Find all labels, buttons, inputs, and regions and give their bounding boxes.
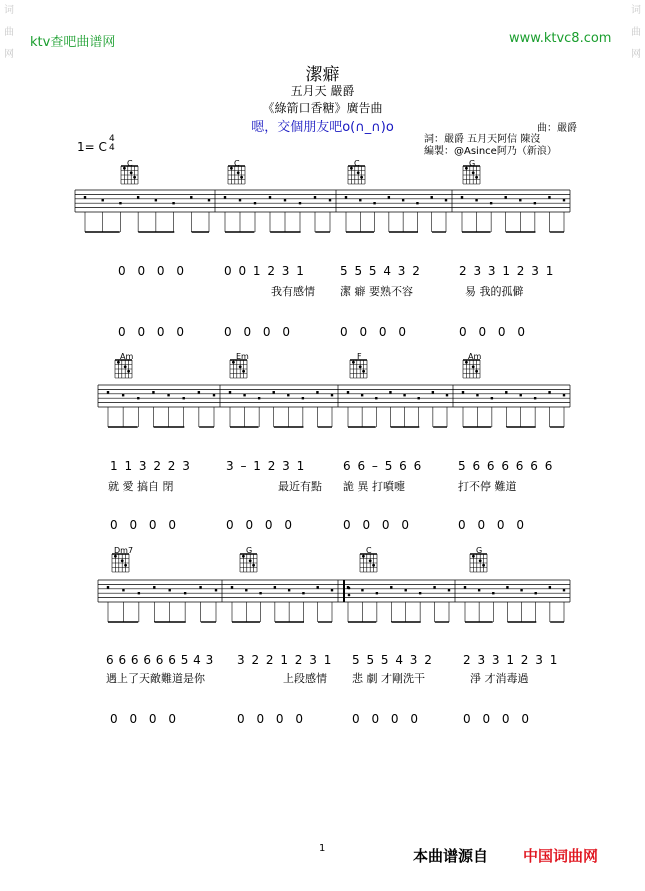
tab-note (299, 202, 301, 204)
bass-measure: 0 0 0 0 (459, 325, 525, 339)
lyric-measure: 易 我的孤僻 (465, 285, 524, 298)
diagram-dot (472, 365, 475, 368)
song-subtitle: 《綠箭口香糖》廣告曲 (262, 101, 383, 115)
tab-note (431, 196, 433, 198)
diagram-dot (475, 370, 478, 373)
tab-note (548, 391, 550, 393)
melody-measure: 3 2 2 1 2 3 1 (237, 653, 332, 667)
tab-note (215, 589, 217, 591)
bass-measure: 0 0 0 0 (118, 325, 184, 339)
arranger-credit: 編製：@Asince阿乃（新浪） (424, 146, 557, 157)
bass-measure: 0 0 0 0 (110, 712, 176, 726)
diagram-dot (465, 361, 468, 364)
bass-measure: 0 0 0 0 (237, 712, 303, 726)
tab-note (347, 391, 349, 393)
tab-note (231, 586, 233, 588)
diagram-dot (133, 176, 136, 179)
bass-measure: 0 0 0 0 (226, 518, 292, 532)
watermark-right: 词 曲 网 (631, 5, 641, 60)
chord-name: C (366, 546, 372, 555)
tab-note (563, 199, 565, 201)
tab-note (254, 202, 256, 204)
tab-note (490, 202, 492, 204)
tab-note (107, 391, 109, 393)
tab-note (169, 589, 171, 591)
diagram-dot (124, 564, 127, 567)
diagram-dot (482, 564, 485, 567)
tab-note (492, 592, 494, 594)
diagram-dot (249, 559, 252, 562)
tab-note (208, 199, 210, 201)
tab-note (475, 199, 477, 201)
tab-note (418, 397, 420, 399)
tab-note (462, 391, 464, 393)
tab-note (389, 391, 391, 393)
melody-measure: 2 3 3 1 2 3 1 (459, 264, 554, 278)
tab-note (224, 196, 226, 198)
tab-note (259, 592, 261, 594)
diagram-dot (369, 559, 372, 562)
tab-note (122, 394, 124, 396)
diagram-dot (357, 171, 360, 174)
tab-note (361, 589, 363, 591)
diagram-dot (475, 176, 478, 179)
melody-measure: 0 0 0 0 (118, 264, 184, 278)
key-signature: 1= C (77, 140, 107, 154)
lyric-measure: 上段感情 (283, 672, 327, 685)
tab-note (505, 196, 507, 198)
lyric-measure: 遇上了天敵難道是你 (106, 672, 205, 685)
repeat-dot (348, 587, 351, 590)
site-link-right[interactable]: www.ktvc8.com (509, 31, 612, 46)
tab-note (138, 592, 140, 594)
tab-note (102, 199, 104, 201)
chord-name: Am (468, 352, 482, 361)
tab-note (563, 589, 565, 591)
diagram-dot (362, 555, 365, 558)
chord-name: Am (120, 352, 134, 361)
tab-note (284, 199, 286, 201)
chord-name: G (476, 546, 483, 555)
bass-measure: 0 0 0 0 (343, 518, 409, 532)
lyric-measure: 詭 異 打噴嚏 (343, 480, 405, 493)
diagram-dot (242, 370, 245, 373)
tab-note (258, 397, 260, 399)
diagram-dot (242, 555, 245, 558)
tab-note (445, 199, 447, 201)
tab-note (243, 394, 245, 396)
repeat-dot (348, 594, 351, 597)
diagram-dot (123, 167, 126, 170)
tab-note (534, 397, 536, 399)
diagram-dot (352, 361, 355, 364)
tab-note (478, 589, 480, 591)
bass-measure: 0 0 0 0 (224, 325, 290, 339)
tab-note (390, 586, 392, 588)
chord-name: C (354, 159, 360, 168)
tab-note (119, 202, 121, 204)
diagram-dot (360, 176, 363, 179)
tab-note (535, 592, 537, 594)
tab-note (534, 202, 536, 204)
tab-note (199, 586, 201, 588)
chord-name: C (127, 159, 133, 168)
diagram-dot (350, 167, 353, 170)
chord-name: Dm7 (114, 546, 134, 555)
diagram-dot (472, 171, 475, 174)
page-number: 1 (319, 843, 326, 854)
diagram-dot (252, 564, 255, 567)
tab-note (520, 394, 522, 396)
bass-measure: 0 0 0 0 (352, 712, 418, 726)
tab-note (273, 391, 275, 393)
bass-measure: 0 0 0 0 (340, 325, 406, 339)
diagram-dot (359, 365, 362, 368)
diagram-dot (372, 564, 375, 567)
melody-measure: 3 – 1 2 3 1 (226, 459, 305, 473)
melody-measure: 5 5 5 4 3 2 (352, 653, 432, 667)
chord-name: G (469, 159, 476, 168)
diagram-dot (362, 370, 365, 373)
tab-note (446, 394, 448, 396)
tab-note (172, 202, 174, 204)
tab-note (375, 397, 377, 399)
song-tagline: 嗯，交個朋友吧o(∩_∩)o (251, 120, 394, 135)
tab-note (476, 394, 478, 396)
tab-note (331, 394, 333, 396)
tab-note (137, 397, 139, 399)
diagram-dot (114, 555, 117, 558)
melody-measure: 6 6 6 6 6 6 5 4 3 (106, 653, 214, 667)
tab-note (563, 394, 565, 396)
tab-note (433, 586, 435, 588)
tab-note (461, 196, 463, 198)
tab-note (388, 196, 390, 198)
site-link-left[interactable]: ktv查吧曲谱网 (30, 35, 116, 50)
bass-measure: 0 0 0 0 (463, 712, 529, 726)
tab-note (373, 202, 375, 204)
tab-note (184, 592, 186, 594)
tab-note (287, 394, 289, 396)
tab-note (345, 196, 347, 198)
song-artists: 五月天 嚴爵 (290, 84, 355, 98)
tab-note (329, 199, 331, 201)
chord-name: C (234, 159, 240, 168)
time-bottom: 4 (109, 143, 115, 153)
diagram-dot (240, 176, 243, 179)
tab-note (198, 391, 200, 393)
tab-note (403, 394, 405, 396)
tab-note (448, 589, 450, 591)
song-title: 潔癖 (305, 65, 340, 85)
tab-note (288, 589, 290, 591)
diagram-dot (237, 171, 240, 174)
time-top: 4 (109, 134, 115, 144)
tab-note (107, 586, 109, 588)
tab-note (274, 586, 276, 588)
lyric-measure: 最近有點 (278, 480, 322, 493)
diagram-dot (465, 167, 468, 170)
lyric-measure: 淨 才消毒過 (470, 672, 529, 685)
tab-note (376, 592, 378, 594)
tab-note (190, 196, 192, 198)
melody-measure: 2 3 3 1 2 3 1 (463, 653, 558, 667)
lyricist-credit: 詞：嚴爵 五月天阿信 陳沒 (424, 134, 541, 145)
tab-note (269, 196, 271, 198)
watermark-left: 词 曲 网 (4, 5, 14, 60)
tab-note (520, 589, 522, 591)
tab-note (416, 202, 418, 204)
tab-note (314, 196, 316, 198)
diagram-dot (130, 171, 133, 174)
tab-note (302, 397, 304, 399)
diagram-dot (232, 361, 235, 364)
tab-note (317, 586, 319, 588)
tab-note (84, 196, 86, 198)
melody-measure: 1 1 3 2 2 3 (110, 459, 190, 473)
bass-measure: 0 0 0 0 (458, 518, 524, 532)
diagram-dot (239, 365, 242, 368)
tab-note (464, 586, 466, 588)
tab-note (167, 394, 169, 396)
diagram-dot (479, 559, 482, 562)
diagram-dot (117, 361, 120, 364)
tab-note (359, 199, 361, 201)
tab-note (137, 196, 139, 198)
source-name[interactable]: 中国词曲网 (523, 847, 599, 865)
lyric-measure: 潔 癖 要熟不容 (340, 285, 413, 298)
tab-note (506, 586, 508, 588)
tab-note (402, 199, 404, 201)
tab-note (548, 196, 550, 198)
tab-note (302, 592, 304, 594)
tab-note (316, 391, 318, 393)
tab-note (491, 397, 493, 399)
melody-measure: 5 6 6 6 6 6 6 (458, 459, 553, 473)
tab-note (549, 586, 551, 588)
melody-measure: 0 0 1 2 3 1 (224, 264, 304, 278)
tab-note (419, 592, 421, 594)
tab-note (432, 391, 434, 393)
lyric-measure: 悲 劇 才剛洗干 (352, 672, 425, 685)
lyric-measure: 就 愛 搞自 閉 (108, 480, 174, 493)
tab-note (183, 397, 185, 399)
tab-note (245, 589, 247, 591)
diagram-dot (121, 559, 124, 562)
tab-note (213, 394, 215, 396)
tab-note (229, 391, 231, 393)
lyric-measure: 打不停 難道 (458, 480, 517, 493)
tab-note (331, 589, 333, 591)
chord-name: F (357, 352, 362, 361)
composer-credit: 曲：嚴爵 (537, 123, 577, 134)
source-label: 本曲谱源自 (413, 847, 489, 865)
tab-note (405, 589, 407, 591)
tab-note (122, 589, 124, 591)
tab-note (155, 199, 157, 201)
diagram-dot (472, 555, 475, 558)
tab-note (361, 394, 363, 396)
tab-note (153, 586, 155, 588)
tab-note (239, 199, 241, 201)
chord-name: G (246, 546, 253, 555)
tab-note (519, 199, 521, 201)
diagram-dot (124, 365, 127, 368)
chord-name: Em (236, 352, 249, 361)
diagram-dot (127, 370, 130, 373)
melody-measure: 6 6 – 5 6 6 (343, 459, 422, 473)
melody-measure: 5 5 5 4 3 2 (340, 264, 420, 278)
lyric-measure: 我有感情 (271, 285, 315, 298)
diagram-dot (230, 167, 233, 170)
tab-note (505, 391, 507, 393)
bass-measure: 0 0 0 0 (110, 518, 176, 532)
tab-note (152, 391, 154, 393)
